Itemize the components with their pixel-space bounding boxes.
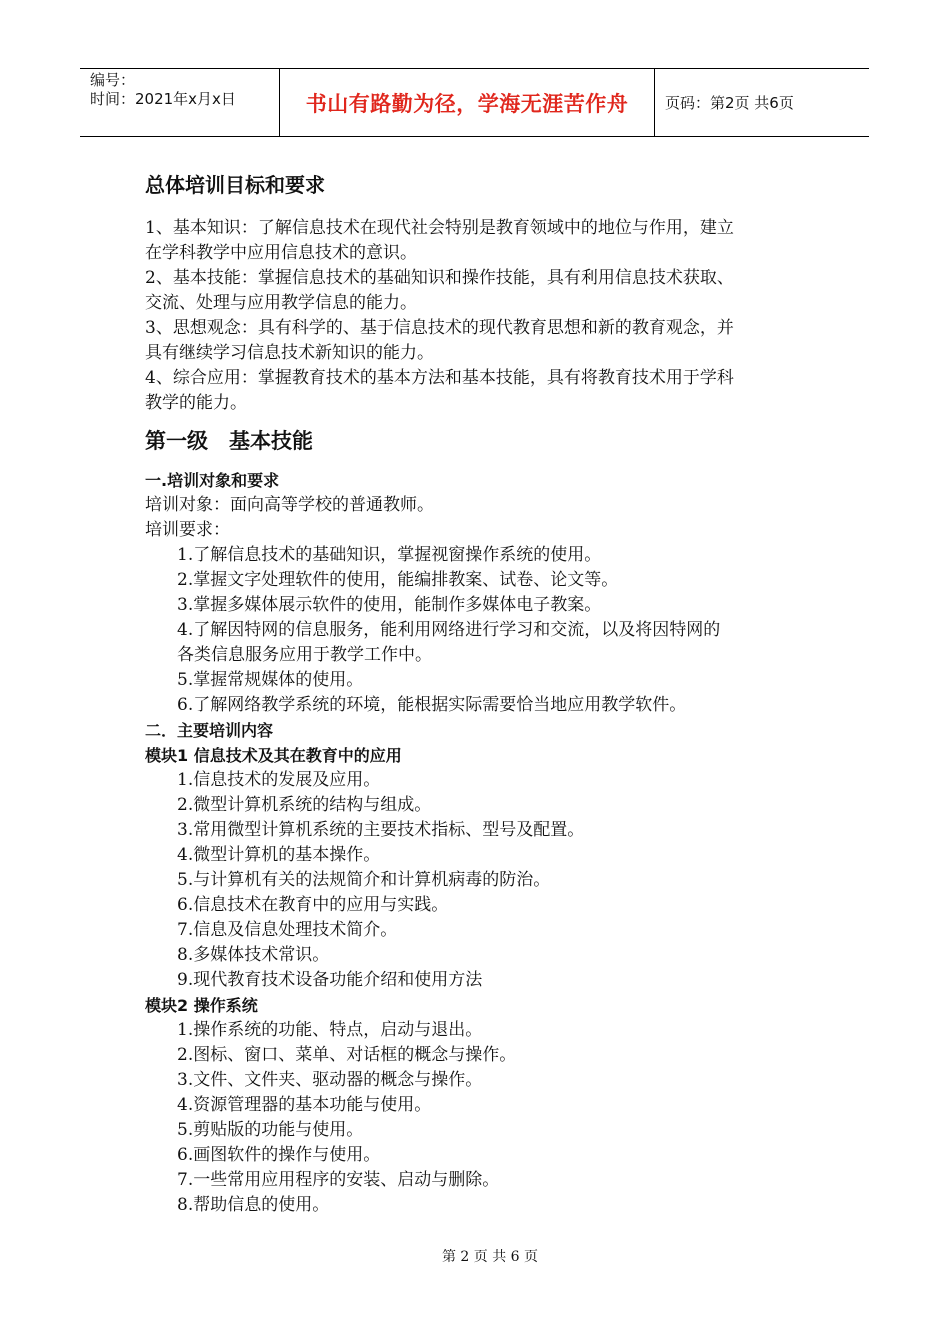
requirements-label: 培训要求： [145, 520, 230, 540]
module-title: 模块2 操作系统 [145, 996, 258, 1015]
section-training-targets [145, 468, 825, 718]
date-label: 时间：2021年x月x日 [90, 90, 236, 108]
list-item: 4.资源管理器的基本功能与使用。 [177, 1095, 432, 1115]
list-item: 2.掌握文字处理软件的使用，能编排教案、试卷、论文等。 [177, 570, 619, 590]
list-item: 5.掌握常规媒体的使用。 [177, 670, 364, 690]
level-title: 第一级 基本技能 [145, 429, 313, 453]
page-title: 总体培训目标和要求 [145, 173, 325, 197]
target-line: 培训对象：面向高等学校的普通教师。 [145, 495, 434, 515]
module-title: 模块1 信息技术及其在教育中的应用 [145, 746, 402, 765]
list-item: 6.信息技术在教育中的应用与实践。 [177, 895, 449, 915]
list-item: 7.一些常用应用程序的安装、启动与删除。 [177, 1170, 500, 1190]
list-item: 3.文件、文件夹、驱动器的概念与操作。 [177, 1070, 483, 1090]
goal-line: 1、基本知识：了解信息技术在现代社会特别是教育领域中的地位与作用，建立 [145, 218, 734, 238]
list-item: 6.了解网络教学系统的环境，能根据实际需要恰当地应用教学软件。 [177, 695, 687, 715]
list-item: 1.操作系统的功能、特点，启动与退出。 [177, 1020, 483, 1040]
list-item: 1.信息技术的发展及应用。 [177, 770, 381, 790]
list-item: 7.信息及信息处理技术简介。 [177, 920, 398, 940]
list-item: 6.画图软件的操作与使用。 [177, 1145, 381, 1165]
list-item: 各类信息服务应用于教学工作中。 [177, 645, 432, 665]
goal-line: 具有继续学习信息技术新知识的能力。 [145, 343, 434, 363]
page-header [80, 68, 869, 137]
list-item: 4.微型计算机的基本操作。 [177, 845, 381, 865]
section-heading: 一.培训对象和要求 [145, 471, 280, 490]
goal-line: 交流、处理与应用教学信息的能力。 [145, 293, 417, 313]
document-body [145, 168, 825, 1218]
goal-line: 在学科教学中应用信息技术的意识。 [145, 243, 417, 263]
list-item: 2.微型计算机系统的结构与组成。 [177, 795, 432, 815]
goal-line: 3、思想观念：具有科学的、基于信息技术的现代教育思想和新的教育观念，并 [145, 318, 734, 338]
list-item: 4.了解因特网的信息服务，能利用网络进行学习和交流，以及将因特网的 [177, 620, 721, 640]
goals-list [145, 216, 825, 416]
list-item: 8.帮助信息的使用。 [177, 1195, 330, 1215]
header-page-cell [655, 69, 869, 136]
list-item: 1.了解信息技术的基础知识，掌握视窗操作系统的使用。 [177, 545, 602, 565]
list-item: 5.与计算机有关的法规简介和计算机病毒的防治。 [177, 870, 551, 890]
page-label: 页码：第2页 共6页 [665, 94, 794, 112]
list-item: 9.现代教育技术设备功能介绍和使用方法 [177, 970, 483, 990]
list-item: 8.多媒体技术常识。 [177, 945, 330, 965]
list-item: 2.图标、窗口、菜单、对话框的概念与操作。 [177, 1045, 517, 1065]
list-item: 3.常用微型计算机系统的主要技术指标、型号及配置。 [177, 820, 585, 840]
section-heading: 二．主要培训内容 [145, 721, 274, 740]
header-meta-cell [80, 69, 280, 136]
page-footer [0, 1246, 950, 1266]
serial-label: 编号： [90, 71, 136, 89]
header-motto-cell [280, 69, 655, 136]
goal-line: 教学的能力。 [145, 393, 247, 413]
goal-line: 4、综合应用：掌握教育技术的基本方法和基本技能，具有将教育技术用于学科 [145, 368, 734, 388]
motto: 书山有路勤为径，学海无涯苦作舟 [305, 91, 629, 116]
footer-page-number: 第 2 页 共 6 页 [441, 1249, 539, 1265]
list-item: 5.剪贴版的功能与使用。 [177, 1120, 364, 1140]
goal-line: 2、基本技能：掌握信息技术的基础知识和操作技能，具有利用信息技术获取、 [145, 268, 734, 288]
list-item: 3.掌握多媒体展示软件的使用，能制作多媒体电子教案。 [177, 595, 602, 615]
section-main-content [145, 718, 825, 1218]
